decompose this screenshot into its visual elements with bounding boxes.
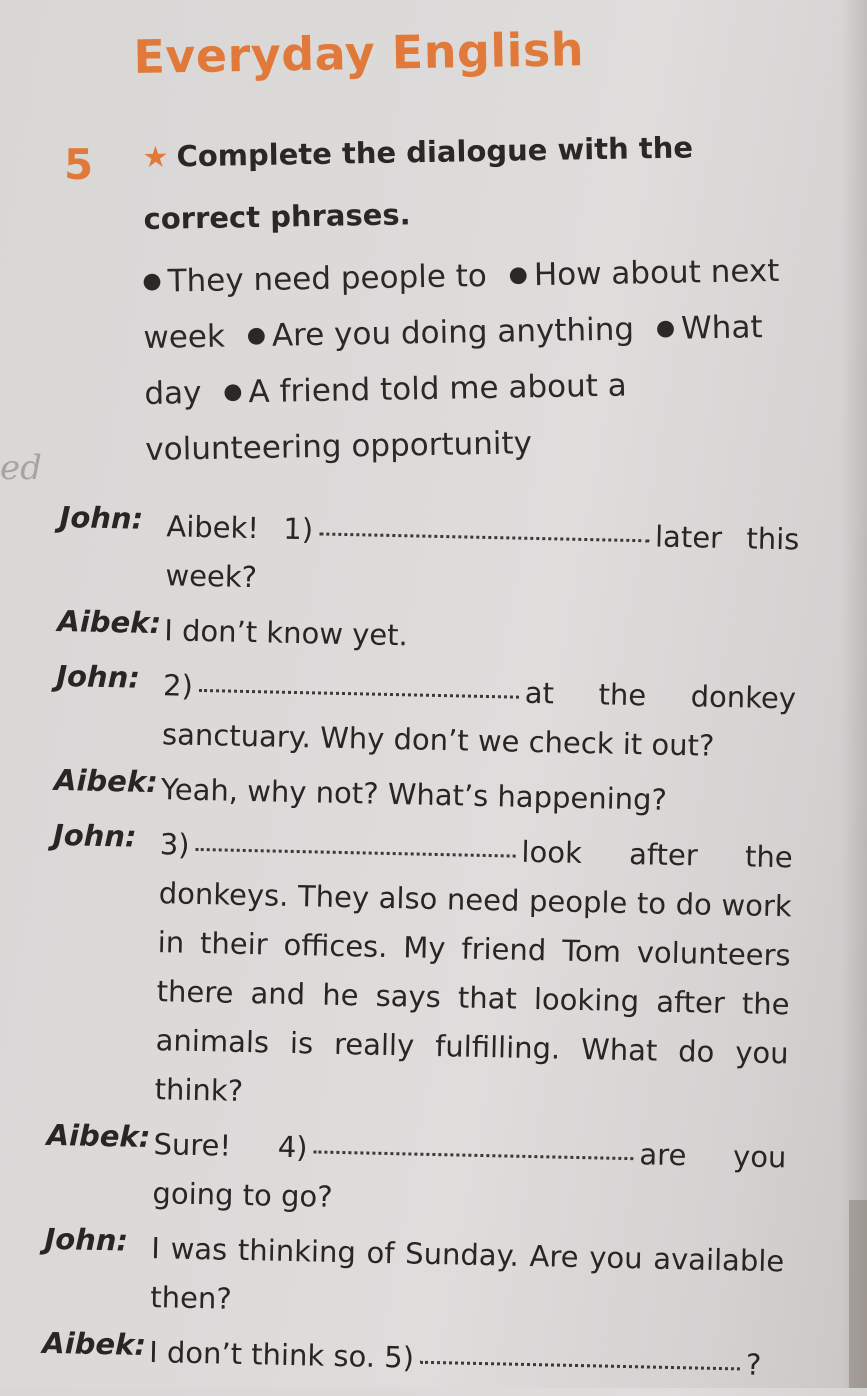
text-before: 2) <box>162 668 194 703</box>
dialogue-text <box>150 1224 785 1335</box>
dialogue-text <box>154 820 793 1127</box>
speaker-name: Aibek: <box>41 1325 147 1362</box>
bullet-icon: ● <box>223 379 243 405</box>
speaker-name: Aibek: <box>46 1117 151 1155</box>
dialogue-text <box>152 1120 787 1231</box>
speaker-name: Aibek: <box>53 762 159 800</box>
page-edge-shadow <box>841 0 867 1388</box>
speaker-name: Aibek: <box>57 603 162 641</box>
bullet-icon: ● <box>246 322 267 349</box>
phrase-item: A friend told me about a volunteering opportunity <box>145 367 628 468</box>
answer-blank-2[interactable] <box>199 675 519 699</box>
dialogue-line <box>45 1118 787 1231</box>
instruction-text: Complete the dialogue with the correct phrases. <box>143 130 694 236</box>
answer-blank-3[interactable] <box>195 834 515 858</box>
text-before: Sure! 4) <box>153 1127 308 1165</box>
text-before: 3) <box>159 827 190 862</box>
exercise-instruction <box>142 115 764 250</box>
phrase-item: How about next week <box>143 252 780 356</box>
dialogue-text <box>160 765 794 827</box>
text-after: ? <box>745 1347 762 1382</box>
speaker-name: John: <box>55 658 141 695</box>
text-after: look after the donkeys. They also need people to do work in their offices. My friend Tom volunteers there and he says that looking after the animals is really fulfilling. What do you think? <box>154 834 794 1108</box>
speaker-name: John: <box>52 817 137 854</box>
text-after: are you going to go? <box>152 1137 787 1214</box>
text-before: Aibek! 1) <box>166 509 314 547</box>
dialogue-line <box>53 763 794 827</box>
text-before: I don’t think so. 5) <box>148 1335 415 1375</box>
speaker-name: John: <box>44 1221 129 1258</box>
text-before: I was thinking of Sunday. Are you available then? <box>149 1231 785 1316</box>
dialogue-line <box>55 659 797 772</box>
text-after: at the donkey sanctuary. Why don’t we check it out? <box>161 675 797 763</box>
page-edge-dark <box>849 1200 867 1388</box>
phrase-item: What day <box>144 309 763 412</box>
answer-blank-5[interactable] <box>420 1347 740 1371</box>
answer-blank-4[interactable] <box>313 1136 633 1160</box>
text-before: Yeah, why not? What’s happening? <box>160 772 668 817</box>
dialogue <box>42 500 800 1396</box>
exercise-number: 5 <box>64 140 94 189</box>
star-icon: ★ <box>142 139 169 174</box>
dialogue-line <box>43 1222 785 1335</box>
dialogue-text <box>162 661 797 772</box>
dialogue-line <box>57 604 798 668</box>
text-after: later this week? <box>165 519 800 595</box>
bullet-icon: ● <box>508 262 529 288</box>
dialogue-line <box>58 500 800 613</box>
answer-blank-1[interactable] <box>319 518 649 542</box>
dialogue-text <box>165 502 800 613</box>
dialogue-text <box>149 1328 783 1390</box>
speaker-name: John: <box>59 500 144 536</box>
text-before: I don’t know yet. <box>163 613 409 653</box>
dialogue-line <box>47 818 793 1127</box>
bullet-icon: ● <box>142 268 162 294</box>
handwritten-margin-mark: ed <box>0 448 42 488</box>
dialogue-line <box>42 1326 783 1390</box>
phrase-list <box>142 245 796 477</box>
bullet-icon: ● <box>655 315 676 342</box>
phrase-item: Are you doing anything <box>271 311 635 354</box>
dialogue-text <box>164 606 798 668</box>
phrase-item: They need people to <box>167 257 488 300</box>
section-heading: Everyday English <box>133 22 585 84</box>
